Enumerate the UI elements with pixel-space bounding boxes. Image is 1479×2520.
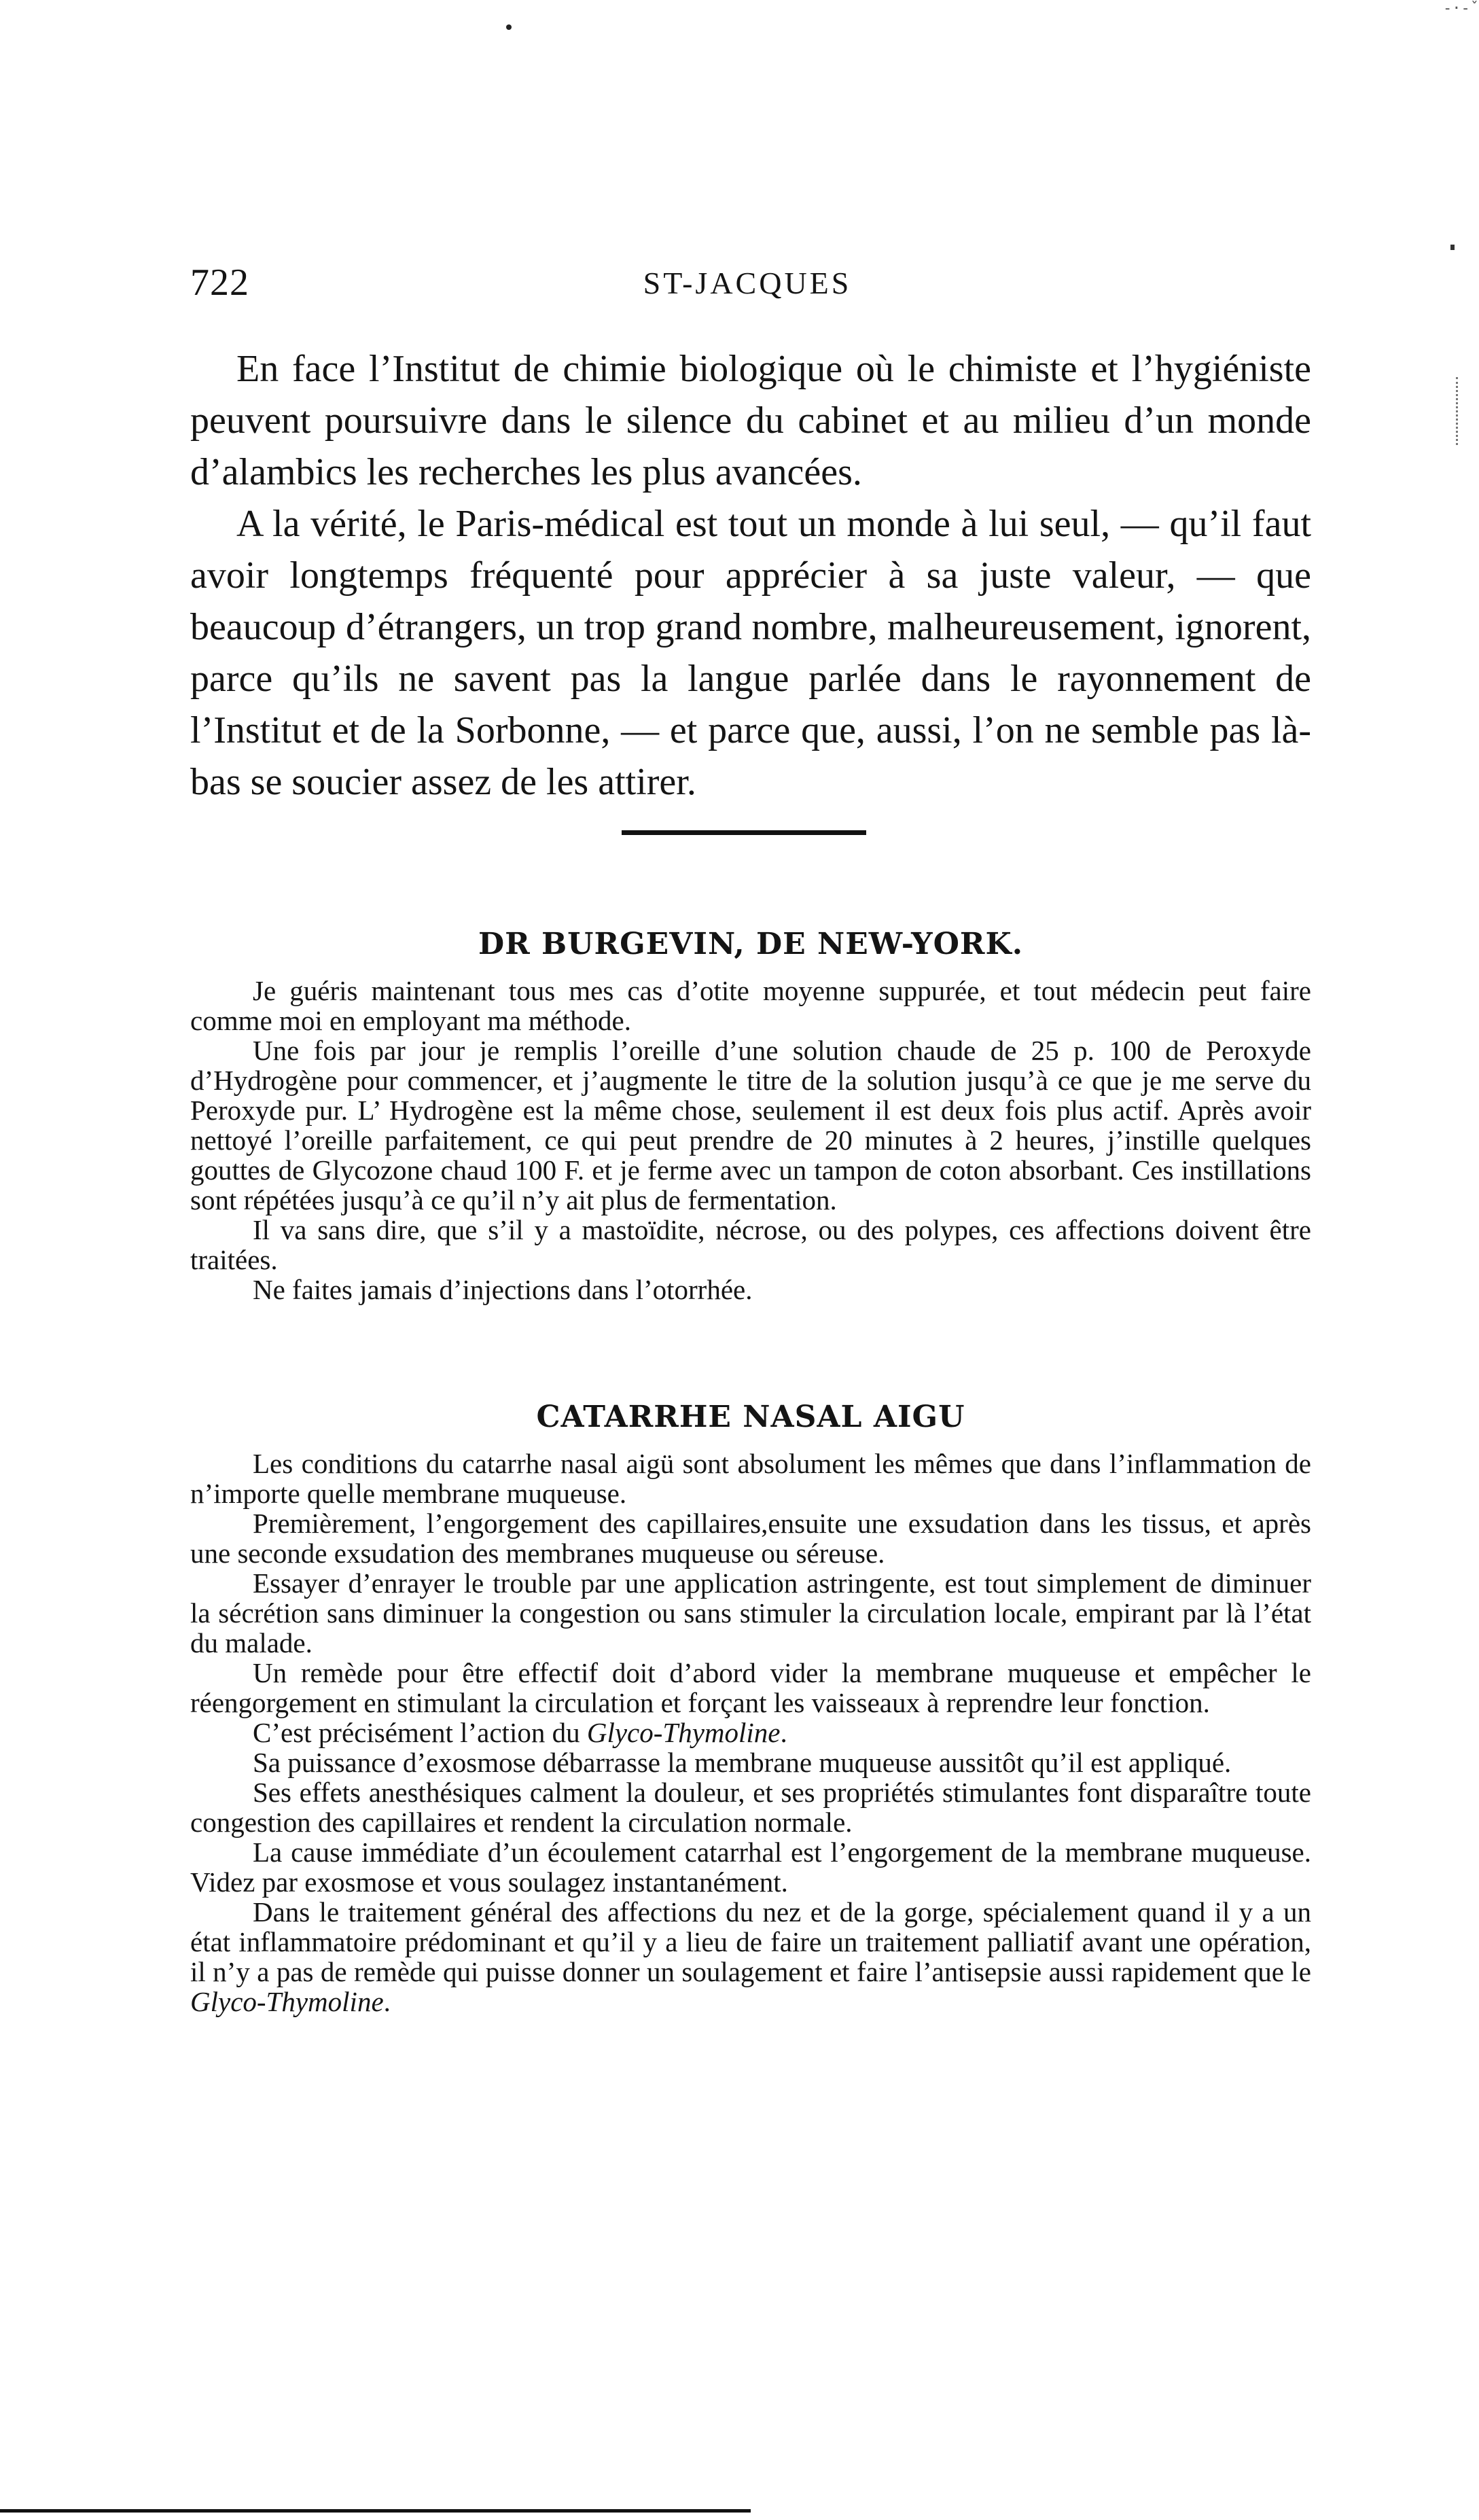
article-heading: DR BURGEVIN, DE NEW-YORK. [478,927,1024,961]
glyco-suffix: . [780,1717,787,1748]
article-burgevin [190,925,1311,1305]
paragraph: La cause immédiate d’un écoulement catarrhal est l’engorgement de la membrane muqueuse. Videz par exosmose et vous soulagez instantanément. [190,1836,1311,1898]
paragraph: Ses effets anesthésiques calment la douleur, et ses propriétés stimulantes font disparaître toute congestion des capillaires et rendent la circulation normale. [190,1777,1311,1838]
paragraph: En face l’Institut de chimie biologique où le chimiste et l’hygiéniste peuvent poursuivre dans le silence du cabinet et au milieu d’un monde d’alambics les recherches les plus avancées. [190,348,1311,493]
corner-mark: -·-ˇ [1443,0,1479,17]
paragraph: Ne faites jamais d’injections dans l’otorrhée. [253,1274,753,1305]
paragraph: A la vérité, le Paris-médical est tout un monde à lui seul, — qu’il faut avoir longtemps fréquenté pour apprécier à sa juste valeur, — que beaucoup d’étrangers, un trop grand nombre, malheureusement, ignorent, parce qu’ils ne savent pas la langue parlée dans le rayonnement de l’Institut et de la Sorbonne, — et parce que, aussi, l’on ne semble pas là-bas se soucier assez de les attirer. [190,503,1311,803]
glyco-name: Glyco-Thymoline [586,1717,781,1748]
margin-specks [1456,377,1461,445]
bottom-rule [0,2509,751,2513]
article-catarrhe [190,1398,1311,2017]
paragraph: Essayer d’enrayer le trouble par une application astringente, est tout simplement de diminuer la sécrétion sans diminuer la congestion ou sans stimuler la circulation locale, empirant par là l’état du malade. [190,1567,1311,1658]
paragraph-final [190,1897,1311,2017]
final-italic: Glyco-Thymoline [190,1986,384,2017]
paragraph: Les conditions du catarrhe nasal aigü sont absolument les mêmes que dans l’inflammation de n’importe quelle membrane muqueuse. [190,1448,1311,1509]
running-title: ST-JACQUES [643,266,852,300]
top-section [190,343,1311,808]
paragraph: Premièrement, l’engorgement des capillaires,ensuite une exsudation dans les tissus, et après une seconde exsudation des membranes muqueuse ou séreuse. [190,1508,1311,1569]
paragraph: Je guéris maintenant tous mes cas d’otite moyenne suppurée, et tout médecin peut faire comme moi en employant ma méthode. [190,975,1311,1036]
final-text: Dans le traitement général des affections du nez et de la gorge, spécialement quand il y a un état inflammatoire prédominant et qu’il y a lieu de faire un traitement palliatif avant une opération, il n’y a pas de remède qui puisse donner un soulagement et faire l’antisepsie aussi rapidement que le [190,1896,1311,1987]
glyco-prefix: C’est précisément l’action du [253,1717,587,1748]
ink-dot [506,24,512,30]
page-number: 722 [190,262,249,304]
paragraph: Un remède pour être effectif doit d’abord vider la membrane muqueuse et empêcher le réengorgement en stimulant la circulation et forçant les vaisseaux à reprendre leur fonction. [190,1657,1311,1718]
running-head [190,261,1304,308]
paragraph: Sa puissance d’exosmose débarrasse la membrane muqueuse aussitôt qu’il est appliqué. [253,1747,1232,1778]
section-divider [622,830,866,835]
final-punct: . [383,1986,391,2017]
article-heading: CATARRHE NASAL AIGU [536,1400,965,1434]
paragraph: Il va sans dire, que s’il y a mastoïdite, nécrose, ou des polypes, ces affections doivent être traitées. [190,1214,1311,1275]
margin-tick [1450,245,1455,250]
paragraph-glyco [190,1718,1311,1747]
paragraph: Une fois par jour je remplis l’oreille d’une solution chaude de 25 p. 100 de Peroxyde d’Hydrogène pour commencer, et j’augmente le titre de la solution jusqu’à ce que je me serve du Peroxyde pur. L’ Hydrogène est la même chose, seulement il est deux fois plus actif. Après avoir nettoyé l’oreille parfaitement, ce qui peut prendre de 20 minutes à 2 heures, j’instille quelques gouttes de Glycozone chaud 100 F. et je ferme avec un tampon de coton absorbant. Ces instillations sont répétées jusqu’à ce qu’il n’y ait plus de fermentation. [190,1035,1311,1215]
